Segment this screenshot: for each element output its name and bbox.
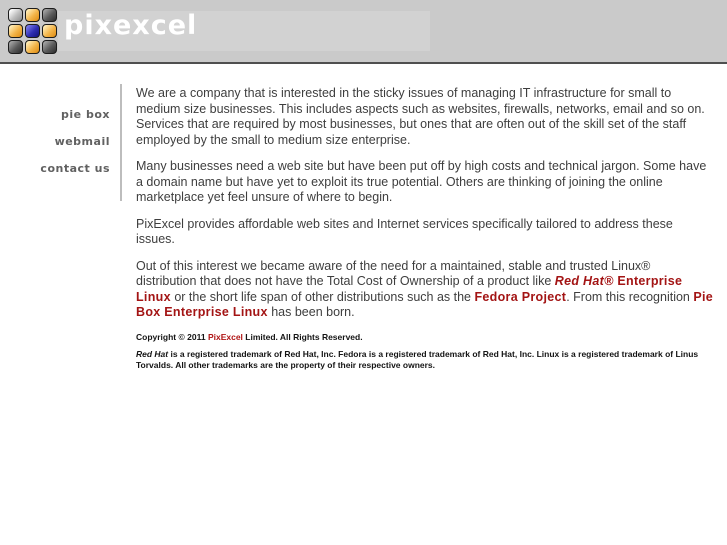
pixexcel-logo-grid-icon: [8, 8, 59, 56]
logo-cell-dark: [8, 40, 23, 54]
link-pie-box-enterprise-linux[interactable]: Pie Box Enterprise Linux: [136, 289, 714, 319]
trademark-text: is a registered trademark of Red Hat, Inc. Fedora is a registered trademark of Red Hat, Inc. Linux is a registered trademark of Linus Torvalds. All other trademarks are the property of their respective owners.: [136, 349, 699, 370]
header: [0, 0, 727, 64]
linux-paragraph-part2: or the short life span of other distributions such as the: [170, 289, 475, 304]
linux-paragraph-part1: Out of this interest we became aware of the need for a maintained, stable and trusted Linux® distribution that does not have the Total Cost of Ownership of a product like: [136, 258, 651, 288]
sidebar-divider: [120, 84, 122, 201]
link-fedora-project[interactable]: Fedora Project: [474, 289, 567, 304]
logo-cell-blue: [25, 24, 40, 38]
red-hat-rest: Enterprise Linux: [136, 274, 683, 304]
logo-cell-dark: [42, 40, 57, 54]
sidebar-item-contact-us[interactable]: contact us: [40, 162, 110, 175]
footer: [136, 332, 714, 371]
paragraph-pixexcel: PixExcel provides affordable web sites and Internet services specifically tailored to address these issues.: [136, 216, 673, 246]
sidebar-item-pie-box[interactable]: pie box: [61, 108, 110, 121]
logo-cell-gold: [25, 8, 40, 22]
logo-cell-gold: [8, 24, 23, 38]
logo-cell-dark: [42, 8, 57, 22]
copyright-line: [136, 332, 714, 343]
paragraph-intro: We are a company that is interested in the sticky issues of managing IT infrastructure for small to medium size businesses. This includes aspects such as websites, firewalls, networks, email and so on. Services that are required by most businesses, but ones that are often out of the skill set of the staff employed by the small to medium size enterprise.: [136, 86, 705, 147]
linux-paragraph-part4: has been born.: [267, 305, 355, 319]
paragraph-websites: Many businesses need a web site but have been put off by high costs and technical jargon. Some have a domain name but have yet to exploit its true potential. Others are thinking of joining the online marketplace yet feel unsure of where to begin.: [136, 159, 707, 204]
logo-cell-gold: [42, 24, 57, 38]
linux-paragraph-part3: . From this recognition: [566, 289, 694, 304]
sidebar-item-webmail[interactable]: webmail: [54, 135, 110, 148]
paragraph-linux: [136, 259, 714, 321]
main-content: [136, 86, 714, 377]
copyright-suffix: Limited. All Rights Reserved.: [242, 331, 363, 342]
link-pixexcel-brand[interactable]: PixExcel: [207, 331, 243, 342]
sidebar-menu: [0, 108, 110, 189]
red-hat-italic: Red Hat®: [554, 274, 614, 288]
site-title: pixexcel: [64, 10, 198, 41]
trademark-red-hat: Red Hat: [136, 349, 169, 359]
copyright-prefix: Copyright © 2011: [136, 331, 208, 342]
logo-cell-silver: [8, 8, 23, 22]
trademark-line: [136, 349, 714, 370]
logo-cell-gold: [25, 40, 40, 54]
